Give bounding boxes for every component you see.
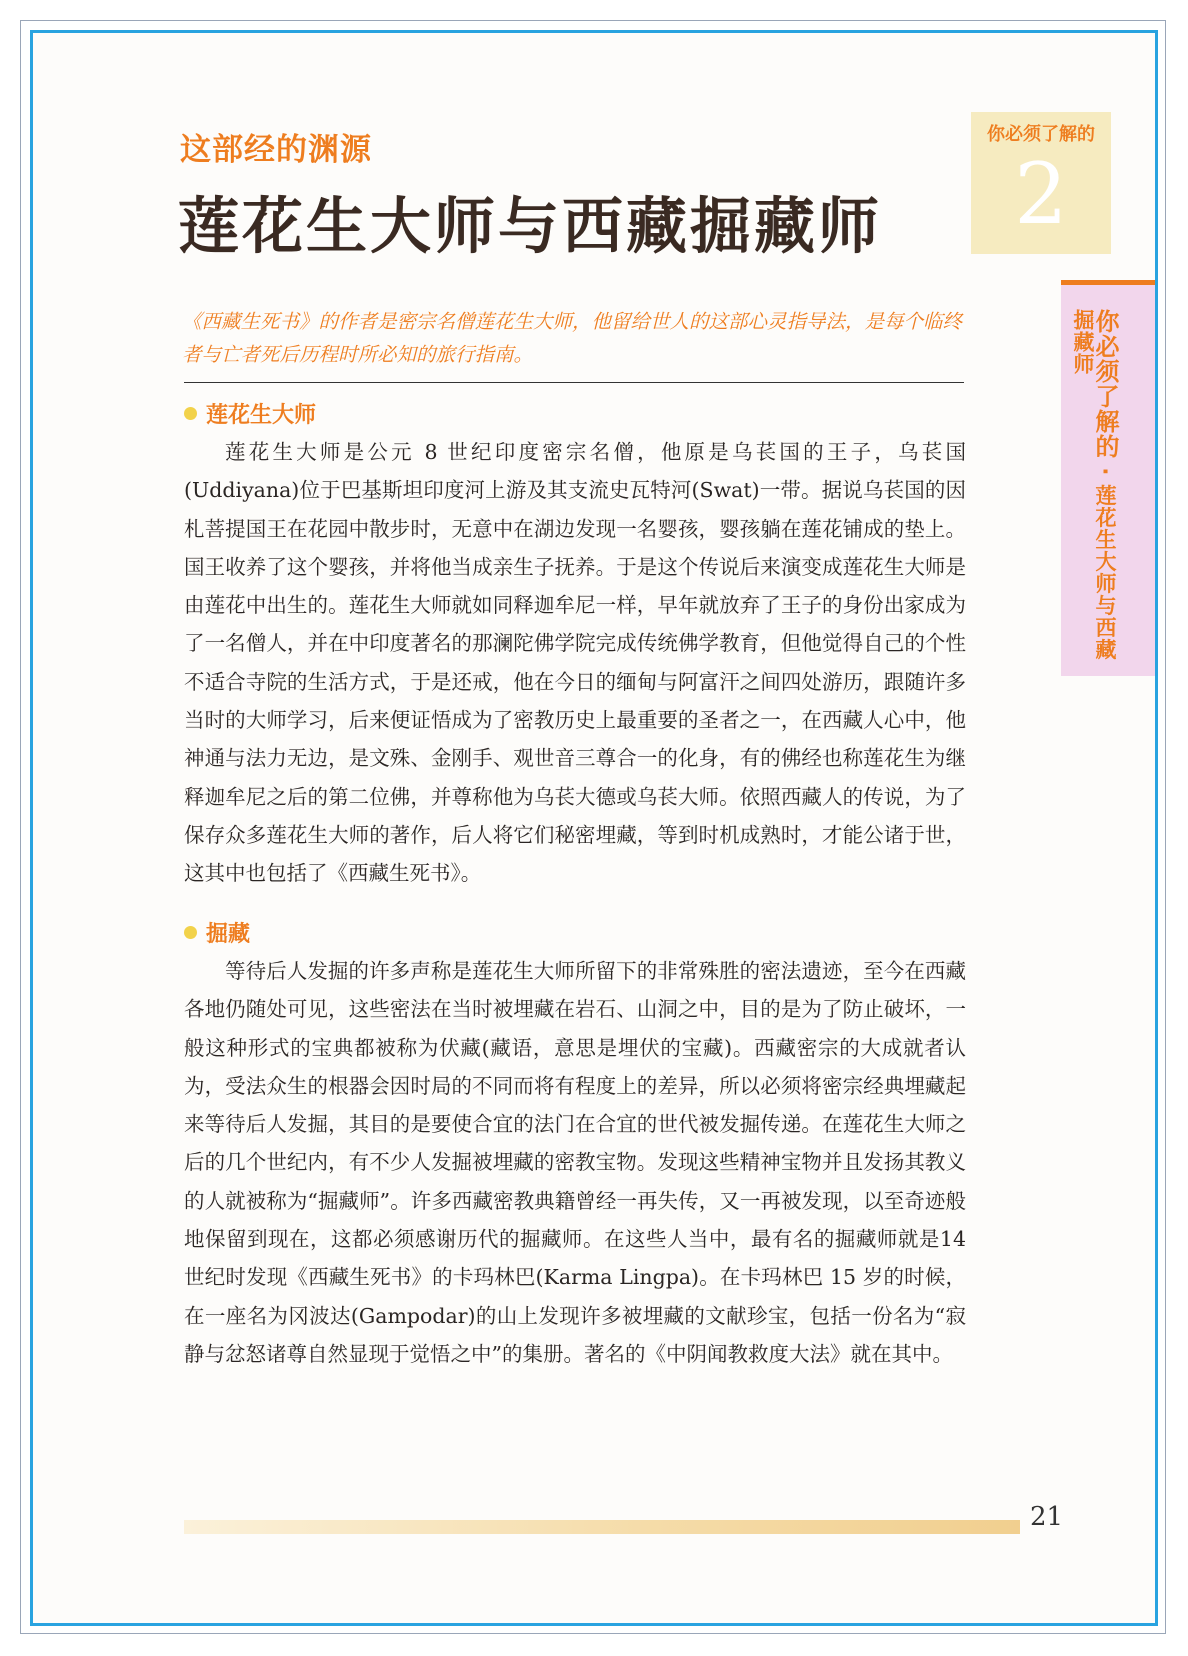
section-heading-lotus-master [184, 398, 316, 429]
side-tab-separator: · [1093, 467, 1117, 477]
side-tab [1061, 280, 1155, 676]
section-heading-terma [184, 917, 250, 948]
footer-bar [184, 1520, 1020, 1534]
side-tab-text [1071, 309, 1119, 676]
section-body-terma: 等待后人发掘的许多声称是莲花生大师所留下的非常殊胜的密法遗迹，至今在西藏各地仍随处可见，这些密法在当时被埋藏在岩石、山洞之中，目的是为了防止破坏，一般这种形式的宝典都被称为伏藏(藏语，意思是埋伏的宝藏)。西藏密宗的大成就者认为，受法众生的根器会因时局的不同而将有程度上的差异，所以必须将密宗经典埋藏起来等待后人发掘，其目的是要使合宜的法门在合宜的世代被发掘传递。在莲花生大师之后的几个世纪内，有不少人发掘被埋藏的密教宝物。发现这些精神宝物并且发扬其教义的人就被称为“掘藏师”。许多西藏密教典籍曾经一再失传，又一再被发现，以至奇迹般地保留到现在，这都必须感谢历代的掘藏师。在这些人当中，最有名的掘藏师就是14 世纪时发现《西藏生死书》的卡玛林巴(Karma Lingpa)。在卡玛林巴 15 岁的时候，在一座名为冈波达(Gampodar)的山上发现许多被埋藏的文献珍宝，包括一份名为“寂静与忿怒诸尊自然显现于觉悟之中”的集册。著名的《中阴闻教救度大法》就在其中。 [184, 959, 966, 1366]
page-title: 莲花生大师与西藏掘藏师 [178, 191, 883, 262]
badge-label: 你必须了解的 [987, 124, 1095, 145]
bullet-dot-icon [184, 926, 197, 939]
intro-paragraph: 《西藏生死书》的作者是密宗名僧莲花生大师，他留给世人的这部心灵指导法，是每个临终者与亡者死后历程时所必知的旅行指南。 [182, 310, 963, 366]
page-subtitle: 这部经的渊源 [180, 132, 372, 168]
side-tab-suffix: 莲花生大师与西藏掘藏师 [1071, 309, 1117, 661]
side-tab-prefix: 你必须了解的 [1091, 309, 1119, 459]
section-body-lotus-master: 莲花生大师是公元 8 世纪印度密宗名僧，他原是乌苌国的王子，乌苌国(Uddiyana)位于巴基斯坦印度河上游及其支流史瓦特河(Swat)一带。据说乌苌国的因札菩提国王在花园中散步时，无意中在湖边发现一名婴孩，婴孩躺在莲花铺成的垫上。国王收养了这个婴孩，并将他当成亲生子抚养。于是这个传说后来演变成莲花生大师是由莲花中出生的。莲花生大师就如同释迦牟尼一样，早年就放弃了王子的身份出家成为了一名僧人，并在中印度著名的那澜陀佛学院完成传统佛学教育，但他觉得自己的个性不适合寺院的生活方式，于是还戒，他在今日的缅甸与阿富汗之间四处游历，跟随许多当时的大师学习，后来便证悟成为了密教历史上最重要的圣者之一，在西藏人心中，他神通与法力无边，是文殊、金刚手、观世音三尊合一的化身，有的佛经也称莲花生为继释迦牟尼之后的第二位佛，并尊称他为乌苌大德或乌苌大师。依照西藏人的传说，为了保存众多莲花生大师的著作，后人将它们秘密埋藏，等到时机成熟时，才能公诸于世，这其中也包括了《西藏生死书》。 [184, 440, 966, 886]
chapter-badge [971, 112, 1111, 254]
divider-line [184, 382, 964, 383]
badge-number: 2 [1014, 145, 1068, 243]
bullet-dot-icon [184, 407, 197, 420]
page-number: 21 [1030, 1502, 1064, 1532]
section-heading-text: 掘藏 [206, 922, 251, 947]
section-heading-text: 莲花生大师 [206, 403, 317, 428]
